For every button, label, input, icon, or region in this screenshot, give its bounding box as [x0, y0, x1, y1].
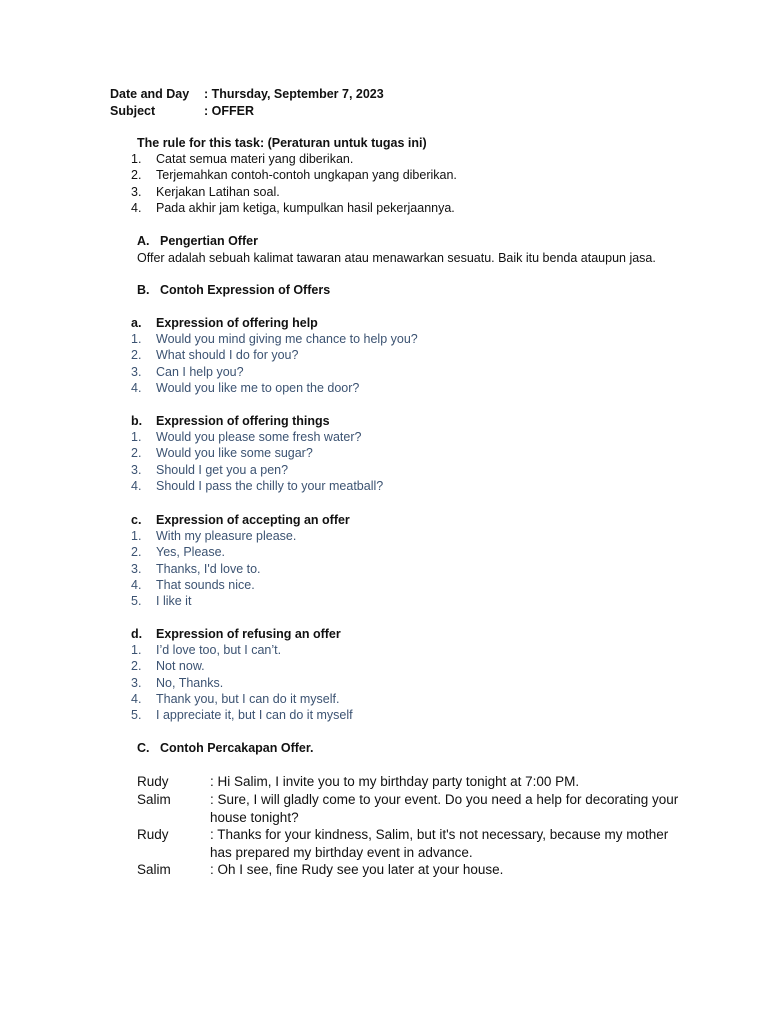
- group-b-heading: b. Expression of offering things: [131, 414, 330, 428]
- dialogue-line: [137, 861, 690, 879]
- list-item: 1. Would you please some fresh water?: [131, 430, 362, 445]
- list-item: 4. Pada akhir jam ketiga, kumpulkan hasil pekerjaannya.: [131, 201, 455, 216]
- list-item: 3. No, Thanks.: [131, 675, 224, 690]
- speaker-name: Salim: [137, 862, 171, 877]
- list-item: 4. Should I pass the chilly to your meatball?: [131, 479, 384, 494]
- list-item: 1. With my pleasure please.: [131, 529, 297, 544]
- section-a-heading: A. Pengertian Offer: [137, 234, 258, 248]
- group-b-list: [131, 429, 383, 494]
- list-item: 5. I like it: [131, 594, 192, 609]
- dialogue-text: : Thanks for your kindness, Salim, but it's not necessary, because my mother has prepared my birthday event in advance.: [210, 827, 669, 860]
- dialogue-text: : Oh I see, fine Rudy see you later at your house.: [210, 862, 504, 877]
- speaker-name: Rudy: [137, 774, 169, 789]
- dialogue-line: [137, 826, 690, 861]
- dialogue-text: : Sure, I will gladly come to your event. Do you need a help for decorating your house tonight?: [210, 792, 679, 825]
- list-item: 4. Thank you, but I can do it myself.: [131, 692, 340, 707]
- group-d-list: [131, 642, 353, 723]
- list-item: 3. Kerjakan Latihan soal.: [131, 184, 280, 199]
- list-item: 2. Would you like some sugar?: [131, 446, 313, 461]
- rules-list: [131, 151, 457, 216]
- rules-title: The rule for this task: (Peraturan untuk tugas ini): [137, 136, 427, 150]
- list-item: 4. Would you like me to open the door?: [131, 381, 360, 396]
- dialogue: [137, 773, 690, 879]
- section-a-text: Offer adalah sebuah kalimat tawaran atau menawarkan sesuatu. Baik itu benda ataupun jasa.: [137, 251, 656, 265]
- dialogue-line: [137, 773, 690, 791]
- list-item: 3. Can I help you?: [131, 364, 244, 379]
- group-a-list: [131, 331, 418, 396]
- list-item: 1. I’d love too, but I can’t.: [131, 643, 282, 658]
- date-value: : Thursday, September 7, 2023: [204, 87, 384, 101]
- subject-label: Subject: [110, 104, 156, 118]
- section-c-heading: C. Contoh Percakapan Offer.: [137, 741, 314, 755]
- list-item: 4. That sounds nice.: [131, 578, 255, 593]
- list-item: 1. Would you mind giving me chance to help you?: [131, 332, 418, 347]
- dialogue-text: : Hi Salim, I invite you to my birthday party tonight at 7:00 PM.: [210, 774, 580, 789]
- subject-row: [110, 103, 254, 119]
- list-item: 2. Not now.: [131, 659, 205, 674]
- speaker-name: Rudy: [137, 827, 169, 842]
- list-item: 2. What should I do for you?: [131, 348, 299, 363]
- subject-value: : OFFER: [204, 104, 254, 118]
- list-item: 5. I appreciate it, but I can do it myself: [131, 708, 353, 723]
- list-item: 2. Terjemahkan contoh-contoh ungkapan yang diberikan.: [131, 168, 457, 183]
- list-item: 1. Catat semua materi yang diberikan.: [131, 152, 354, 167]
- group-c-heading: c. Expression of accepting an offer: [131, 513, 350, 527]
- list-item: 3. Thanks, I'd love to.: [131, 561, 261, 576]
- group-d-heading: d. Expression of refusing an offer: [131, 627, 341, 641]
- date-label: Date and Day: [110, 87, 190, 101]
- speaker-name: Salim: [137, 792, 171, 807]
- section-b-heading: B. Contoh Expression of Offers: [137, 283, 331, 297]
- list-item: 3. Should I get you a pen?: [131, 462, 289, 477]
- group-c-list: [131, 528, 296, 609]
- date-row: [110, 86, 384, 102]
- group-a-heading: a. Expression of offering help: [131, 316, 318, 330]
- list-item: 2. Yes, Please.: [131, 545, 226, 560]
- dialogue-line: [137, 791, 690, 826]
